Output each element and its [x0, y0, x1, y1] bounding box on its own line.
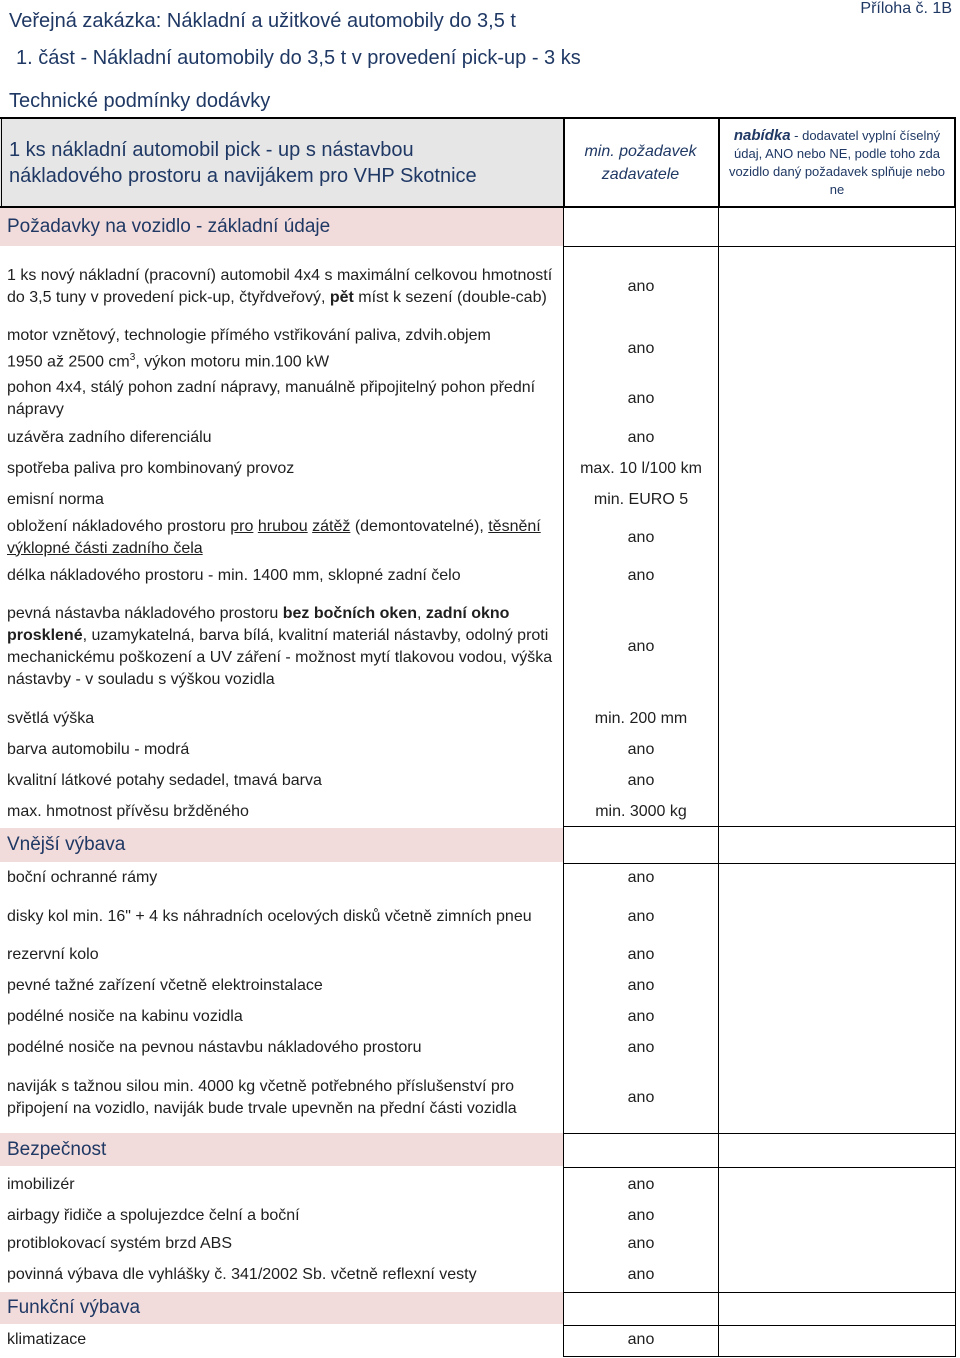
row-side-bars: boční ochranné rámy	[7, 869, 158, 886]
row-upholstery: kvalitní látkové potahy sedadel, tmavá barva	[7, 772, 322, 789]
row-fuel: spotřeba paliva pro kombinovaný provoz	[7, 460, 295, 477]
section-exterior-label: Vnější výbava	[7, 834, 126, 855]
req-towbar: ano	[627, 977, 655, 994]
req-fuel: max. 10 l/100 km	[580, 460, 702, 477]
section-exterior	[0, 828, 563, 862]
row-emission: emisní norma	[7, 491, 104, 508]
req-roof-rails-cab: ano	[627, 1008, 655, 1025]
requirement-header-cell	[563, 119, 718, 207]
row-engine: motor vznětový, technologie přímého vstřikování paliva, zdvih.objem 1950 až 2500 $cm^3$, výkon motoru min.100 kW	[7, 326, 491, 371]
row-towbar: pevné tažné zařízení včetně elektroinstalace	[7, 977, 323, 994]
grid-line	[955, 117, 956, 1356]
attachment-label: Příloha č. 1B	[860, 0, 952, 17]
req-cargo-lining: ano	[627, 528, 655, 546]
document-subtitle-part: 1. část - Nákladní automobily do 3,5 t v provedení pick-up - 3 ks	[16, 47, 581, 69]
row-vehicle-basic: 1 ks nový nákladní (pracovní) automobil 4x4 s maximální celkovou hmotností do 3,5 tuny v provedení pick-up, čtyřdveřový, pět míst k sezení (double-cab)	[7, 266, 553, 306]
req-upholstery: ano	[627, 772, 655, 789]
requirement-header-line2: zadavatele	[601, 166, 680, 183]
row-immobilizer: imobilizér	[7, 1176, 75, 1193]
row-spare-wheel: rezervní kolo	[7, 946, 99, 963]
requirement-header-line1: min. požadavek	[584, 143, 697, 160]
req-air-conditioning: ano	[627, 1331, 655, 1348]
offer-header-bold: nabídka	[733, 127, 791, 144]
row-cargo-length: délka nákladového prostoru - min. 1400 mm, sklopné zadní čelo	[7, 566, 461, 584]
grid-line	[563, 1167, 956, 1168]
section-heading-technical-conditions: Technické podmínky dodávky	[9, 90, 271, 112]
req-winch: ano	[627, 1089, 655, 1106]
req-airbags: ano	[627, 1207, 655, 1224]
req-trailer: min. 3000 kg	[595, 803, 687, 820]
req-cargo-length: ano	[627, 566, 655, 584]
row-hardtop: pevná nástavba nákladového prostoru bez bočních oken, zadní okno prosklené, uzamykatelná, barva bílá, kvalitní materiál nástavby, odolný proti mechanickému poškození a UV záření - možnost mytí tlakovou vodou, výška nástavby - v souladu s výškou vozidla	[7, 605, 553, 688]
req-abs: ano	[627, 1235, 655, 1252]
req-roof-rails-hardtop: ano	[627, 1039, 655, 1056]
grid-line	[563, 1292, 956, 1293]
req-immobilizer: ano	[627, 1176, 655, 1193]
row-abs: protiblokovací systém brzd ABS	[7, 1235, 232, 1252]
grid-line	[718, 117, 719, 1356]
row-winch: naviják s tažnou silou min. 4000 kg včetně potřebného příslušenství pro připojení na vozidlo, naviják bude trvale upevněn na přední části vozidla	[7, 1078, 517, 1117]
section-safety-label: Bezpečnost	[7, 1138, 107, 1160]
req-mandatory-equipment: ano	[627, 1266, 655, 1283]
row-roof-rails-hardtop: podélné nosiče na pevnou nástavbu nákladového prostoru	[7, 1039, 422, 1056]
section-basic-label: Požadavky na vozidlo - základní údaje	[7, 215, 331, 237]
req-drive: ano	[627, 389, 655, 407]
req-side-bars: ano	[627, 869, 655, 886]
req-clearance: min. 200 mm	[594, 710, 688, 727]
grid-line	[563, 1133, 956, 1134]
row-trailer: max. hmotnost přívěsu bržděného	[7, 803, 249, 820]
offer-header-text: - dodavatel vyplní číselný údaj, ANO nebo NE, podle toho zda vozidlo daný požadavek splňuje nebo ne	[728, 128, 946, 197]
grid-line	[954, 117, 956, 208]
row-cargo-lining: obložení nákladového prostoru pro hrubou zátěž (demontovatelné), těsnění výklopné části zadního čela	[7, 517, 541, 557]
row-mandatory-equipment: povinná výbava dle vyhlášky č. 341/2002 Sb. včetně reflexní vesty	[7, 1266, 477, 1283]
req-wheels: ano	[627, 907, 655, 925]
row-air-conditioning: klimatizace	[7, 1331, 87, 1348]
grid-line	[563, 117, 564, 1356]
vehicle-header-line2: nákladového prostoru a navijákem pro VHP Skotnice	[9, 165, 477, 187]
grid-line	[563, 246, 956, 247]
vehicle-header-cell	[0, 119, 563, 207]
row-clearance: světlá výška	[7, 710, 95, 727]
req-emission: min. EURO 5	[593, 491, 689, 508]
vehicle-header-line1: 1 ks nákladní automobil pick - up s nástavbou	[9, 139, 414, 161]
grid-line	[1, 117, 2, 208]
req-vehicle-basic: ano	[627, 277, 655, 295]
req-engine: ano	[627, 340, 655, 357]
req-color: ano	[627, 741, 655, 758]
req-hardtop: ano	[627, 638, 655, 655]
row-wheels: disky kol min. 16" + 4 ks náhradních ocelových disků včetně zimních pneu	[7, 907, 532, 925]
row-airbags: airbagy řidiče a spolujezdce čelní a boční	[7, 1207, 300, 1224]
row-roof-rails-cab: podélné nosiče na kabinu vozidla	[7, 1008, 243, 1025]
req-diff-lock: ano	[627, 429, 655, 446]
grid-line	[563, 117, 565, 208]
grid-line	[0, 117, 956, 119]
section-functional	[0, 1292, 563, 1324]
section-basic	[0, 207, 563, 246]
section-safety	[0, 1133, 563, 1166]
grid-line	[0, 206, 956, 208]
row-drive: pohon 4x4, stálý pohon zadní nápravy, manuálně připojitelný pohon přední nápravy	[7, 378, 536, 418]
offer-header-cell	[719, 119, 955, 207]
grid-line	[718, 117, 720, 208]
row-color: barva automobilu - modrá	[7, 741, 190, 758]
grid-line	[563, 863, 956, 864]
section-functional-label: Funkční výbava	[7, 1297, 141, 1318]
document-title: Veřejná zakázka: Nákladní a užitkové automobily do 3,5 t	[9, 10, 516, 32]
req-spare-wheel: ano	[627, 946, 655, 963]
grid-line	[563, 1325, 956, 1326]
grid-line	[563, 826, 956, 827]
grid-line	[563, 1356, 956, 1357]
row-diff-lock: uzávěra zadního diferenciálu	[7, 429, 212, 446]
